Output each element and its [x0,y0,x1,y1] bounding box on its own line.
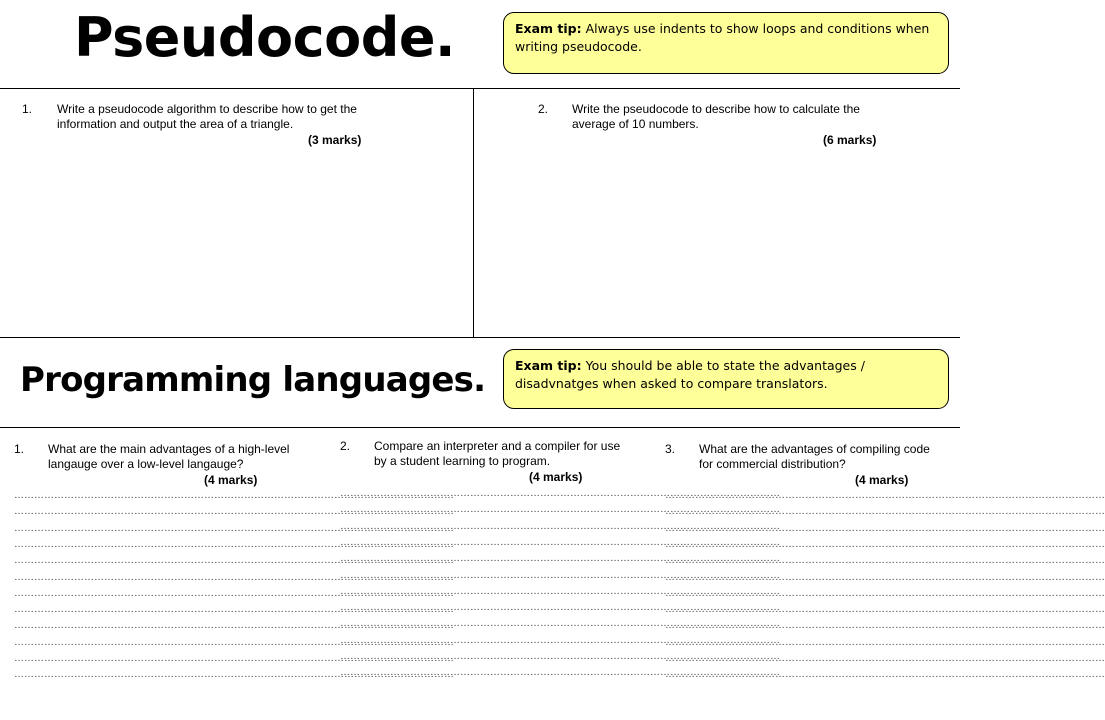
answer-line: …………………………………………………………………………………………………………………… [665,636,1105,648]
programming-question-2 [340,439,640,487]
answer-line: …………………………………………………………………………………………………………………… [340,634,780,646]
divider-top [0,88,960,89]
question-text: What are the advantages of compiling code for commercial distribution? [699,442,930,471]
answer-lines-1 [14,489,454,699]
question-number: 2. [538,102,549,116]
question-marks: (4 marks) [529,470,583,484]
answer-line: …………………………………………………………………………………………………………………… [14,538,454,550]
programming-languages-title: Programming languages. [20,360,486,400]
answer-line: …………………………………………………………………………………………………………………… [665,506,1105,518]
answer-line: …………………………………………………………………………………………………………………… [340,536,780,548]
question-number: 1. [22,102,33,116]
answer-lines-2 [340,487,780,697]
divider-middle-vertical [473,88,474,337]
answer-line: …………………………………………………………………………………………………………………… [14,587,454,599]
question-number: 3. [665,442,676,456]
answer-line: …………………………………………………………………………………………………………………… [14,620,454,632]
answer-line: …………………………………………………………………………………………………………………… [14,555,454,567]
programming-question-3 [665,442,955,490]
answer-line: …………………………………………………………………………………………………………………… [14,571,454,583]
question-text: What are the main advantages of a high-level langauge over a low-level langauge? [48,442,290,471]
exam-tip-label: Exam tip: [515,358,582,373]
answer-line: …………………………………………………………………………………………………………………… [340,585,780,597]
answer-line: …………………………………………………………………………………………………………………… [340,569,780,581]
exam-tip-text: You should be able to state the advantages / disadvnatges when asked to compare translators. [515,358,865,391]
question-marks: (3 marks) [308,133,362,147]
answer-line: …………………………………………………………………………………………………………………… [14,653,454,664]
question-number: 1. [14,442,25,456]
pseudocode-question-2 [538,102,918,152]
answer-line: …………………………………………………………………………………………………………………… [665,538,1105,550]
question-marks: (4 marks) [855,473,909,487]
answer-line: …………………………………………………………………………………………………………………… [340,520,780,532]
programming-question-1 [14,442,314,490]
question-number: 2. [340,439,351,453]
exam-tip-label: Exam tip: [515,21,582,36]
answer-line: …………………………………………………………………………………………………………………… [340,618,780,630]
pseudocode-title: Pseudocode. [74,6,455,69]
question-marks: (6 marks) [823,133,877,147]
question-marks: (4 marks) [204,473,258,487]
divider-middle [0,337,960,338]
answer-line: …………………………………………………………………………………………………………………… [665,620,1105,632]
answer-line: …………………………………………………………………………………………………………………… [14,636,454,648]
answer-lines-3 [665,489,1105,699]
answer-line: …………………………………………………………………………………………………………………… [14,490,454,501]
answer-line: …………………………………………………………………………………………………………………… [665,522,1105,534]
answer-line: …………………………………………………………………………………………………………………… [665,604,1105,616]
question-text: Write the pseudocode to describe how to calculate the average of 10 numbers. [572,102,860,131]
answer-line: …………………………………………………………………………………………………………………… [665,669,1105,681]
answer-line: …………………………………………………………………………………………………………………… [665,571,1105,583]
exam-tip-text: Always use indents to show loops and conditions when writing pseudocode. [515,21,930,54]
exam-tip-translators [503,349,949,409]
answer-line: …………………………………………………………………………………………………………………… [340,553,780,565]
exam-tip-pseudocode [503,12,949,74]
answer-line: …………………………………………………………………………………………………………………… [340,651,780,662]
answer-line: …………………………………………………………………………………………………………………… [665,587,1105,599]
question-text: Compare an interpreter and a compiler for use by a student learning to program. [374,439,621,468]
answer-line: …………………………………………………………………………………………………………………… [340,667,780,679]
answer-line: …………………………………………………………………………………………………………………… [340,504,780,516]
answer-line: …………………………………………………………………………………………………………………… [14,522,454,534]
answer-line: …………………………………………………………………………………………………………………… [665,555,1105,567]
pseudocode-question-1 [22,102,402,152]
answer-line: …………………………………………………………………………………………………………………… [340,488,780,499]
answer-line: …………………………………………………………………………………………………………………… [665,490,1105,501]
answer-line: …………………………………………………………………………………………………………………… [340,602,780,614]
question-text: Write a pseudocode algorithm to describe how to get the information and output the area of a triangle. [57,102,357,131]
answer-line: …………………………………………………………………………………………………………………… [14,604,454,616]
answer-line: …………………………………………………………………………………………………………………… [14,506,454,518]
divider-lower [0,427,960,428]
answer-line: …………………………………………………………………………………………………………………… [665,653,1105,664]
answer-line: …………………………………………………………………………………………………………………… [14,669,454,681]
